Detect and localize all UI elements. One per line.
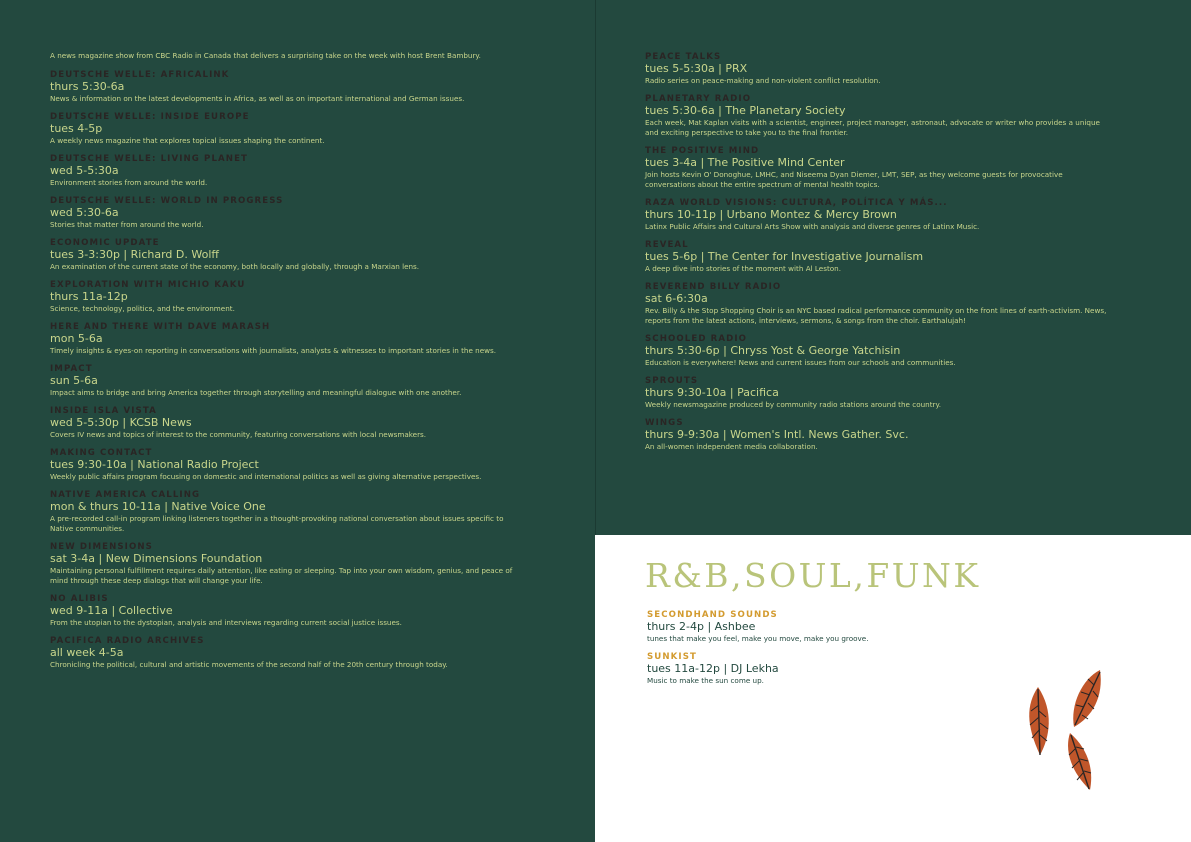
program-time: sat 6-6:30a [645, 292, 708, 305]
program-description: An examination of the current state of the economy, both locally and globally, through a Marxian lens. [50, 262, 420, 271]
program-description: Join hosts Kevin O' Donoghue, LMHC, and Niseema Dyan Diemer, LMT, SEP, as they welcome guests for provocative conversations about the entire spectrum of mental health topics. [645, 170, 1063, 189]
program-description: From the utopian to the dystopian, analysis and interviews regarding current social justice issues. [50, 618, 402, 627]
program-entry [645, 198, 1115, 232]
program-time: tues 5-6p | The Center for Investigative Journalism [645, 250, 924, 263]
program-title: DEUTSCHE WELLE: AFRICALINK [50, 70, 230, 80]
program-description: Education is everywhere! News and current issues from our schools and communities. [645, 358, 956, 367]
program-entry [647, 652, 1067, 686]
left-program-list [50, 70, 520, 670]
falling-leaves-icon [1018, 665, 1118, 795]
program-entry [645, 334, 1115, 368]
program-time: thurs 2-4p | Ashbee [647, 620, 756, 633]
program-description: Stories that matter from around the world. [50, 220, 204, 229]
program-description: Each week, Mat Kaplan visits with a scientist, engineer, project manager, astronaut, advocate or writer who provides a unique and exciting perspective to take you to the final frontier. [645, 118, 1100, 137]
program-title: SCHOOLED RADIO [645, 334, 748, 344]
program-description: Weekly newsmagazine produced by community radio stations around the country. [645, 400, 941, 409]
program-description: A weekly news magazine that explores topical issues shaping the continent. [50, 136, 325, 145]
program-description: Impact aims to bridge and bring America together through storytelling and meaningful dialogue with one another. [50, 388, 462, 397]
program-title: PEACE TALKS [645, 52, 722, 62]
program-entry [50, 490, 520, 534]
program-description: A pre-recorded call-in program linking listeners together in a thought-provoking national conversation about issues specific to Native communities. [50, 514, 504, 533]
program-entry [645, 376, 1115, 410]
program-entry [50, 542, 520, 586]
program-time: all week 4-5a [50, 646, 124, 659]
program-time: sat 3-4a | New Dimensions Foundation [50, 552, 263, 565]
program-title: THE POSITIVE MIND [645, 146, 760, 156]
program-entry [645, 282, 1115, 326]
program-description: An all-women independent media collaboration. [645, 442, 818, 451]
program-description: Weekly public affairs program focusing on domestic and international politics as well as giving alternative perspectives. [50, 472, 482, 481]
program-description: Environment stories from around the world. [50, 178, 208, 187]
program-title: EXPLORATION WITH MICHIO KAKU [50, 280, 246, 290]
program-entry [647, 610, 1067, 644]
program-title: PLANETARY RADIO [645, 94, 752, 104]
intro-text: A news magazine show from CBC Radio in Canada that delivers a surprising take on the week with host Brent Bambury. [50, 51, 481, 60]
program-description: Timely insights & eyes-on reporting in conversations with journalists, analysts & witnesses to important stories in the news. [50, 346, 497, 355]
genre-heading: R&B,SOUL,FUNK [645, 556, 981, 595]
program-entry [50, 112, 520, 146]
program-description: tunes that make you feel, make you move, make you groove. [647, 634, 869, 643]
page-fold [595, 0, 596, 535]
program-entry [50, 448, 520, 482]
program-time: mon 5-6a [50, 332, 103, 345]
program-time: tues 5-5:30a | PRX [645, 62, 748, 75]
program-title: DEUTSCHE WELLE: INSIDE EUROPE [50, 112, 250, 122]
program-title: SPROUTS [645, 376, 699, 386]
program-time: tues 3-4a | The Positive Mind Center [645, 156, 845, 169]
leaf-icon [1068, 733, 1091, 790]
program-time: tues 4-5p [50, 122, 103, 135]
program-time: wed 5-5:30a [50, 164, 119, 177]
program-description: Covers IV news and topics of interest to the community, featuring conversations with local newsmakers. [50, 430, 427, 439]
program-title: PACIFICA RADIO ARCHIVES [50, 636, 205, 646]
right-column [645, 52, 1115, 460]
program-time: thurs 10-11p | Urbano Montez & Mercy Brown [645, 208, 897, 221]
program-time: thurs 11a-12p [50, 290, 128, 303]
program-title: ECONOMIC UPDATE [50, 238, 160, 248]
program-title: INSIDE ISLA VISTA [50, 406, 157, 416]
program-title: WINGS [645, 418, 684, 428]
program-time: tues 5:30-6a | The Planetary Society [645, 104, 846, 117]
program-title: IMPACT [50, 364, 93, 374]
leaf-icon [1029, 687, 1049, 755]
program-title: SECONDHAND SOUNDS [647, 610, 778, 620]
program-description: Music to make the sun come up. [647, 676, 764, 685]
left-column [50, 51, 520, 678]
program-entry [50, 154, 520, 188]
program-entry [645, 418, 1115, 452]
program-entry [645, 94, 1115, 138]
program-description: Radio series on peace-making and non-violent conflict resolution. [645, 76, 881, 85]
program-time: mon & thurs 10-11a | Native Voice One [50, 500, 266, 513]
leaf-icon [1073, 670, 1101, 727]
program-title: REVEREND BILLY RADIO [645, 282, 782, 292]
program-description: Maintaining personal fulfillment requires daily attention, like eating or sleeping. Tap into your own wisdom, genius, and peace of mind through these deep dialogs that will change your life. [50, 566, 513, 585]
program-title: NATIVE AMERICA CALLING [50, 490, 201, 500]
program-title: NO ALIBIS [50, 594, 109, 604]
program-entry [50, 280, 520, 314]
program-entry [50, 594, 520, 628]
program-time: tues 11a-12p | DJ Lekha [647, 662, 779, 675]
program-title: MAKING CONTACT [50, 448, 153, 458]
program-entry [645, 240, 1115, 274]
program-title: DEUTSCHE WELLE: WORLD IN PROGRESS [50, 196, 284, 206]
program-title: REVEAL [645, 240, 689, 250]
program-description: Science, technology, politics, and the environment. [50, 304, 235, 313]
program-time: thurs 5:30-6a [50, 80, 125, 93]
program-time: wed 5:30-6a [50, 206, 119, 219]
program-title: HERE AND THERE WITH DAVE MARASH [50, 322, 271, 332]
program-entry [645, 52, 1115, 86]
program-description: A deep dive into stories of the moment with Al Leston. [645, 264, 841, 273]
program-time: thurs 9:30-10a | Pacifica [645, 386, 779, 399]
program-title: DEUTSCHE WELLE: LIVING PLANET [50, 154, 249, 164]
program-entry [50, 364, 520, 398]
program-title: SUNKIST [647, 652, 697, 662]
program-entry [50, 196, 520, 230]
program-description: Latinx Public Affairs and Cultural Arts Show with analysis and diverse genres of Latinx Music. [645, 222, 980, 231]
program-entry [50, 406, 520, 440]
program-time: tues 3-3:30p | Richard D. Wolff [50, 248, 219, 261]
program-title: NEW DIMENSIONS [50, 542, 153, 552]
program-time: thurs 9-9:30a | Women's Intl. News Gather. Svc. [645, 428, 909, 441]
program-time: wed 5-5:30p | KCSB News [50, 416, 192, 429]
program-entry [50, 636, 520, 670]
program-description: News & information on the latest developments in Africa, as well as on important international and German issues. [50, 94, 465, 103]
program-time: tues 9:30-10a | National Radio Project [50, 458, 259, 471]
program-description: Chronicling the political, cultural and artistic movements of the second half of the 20th century through today. [50, 660, 448, 669]
genre-column [647, 610, 1067, 694]
program-time: thurs 5:30-6p | Chryss Yost & George Yatchisin [645, 344, 901, 357]
program-time: sun 5-6a [50, 374, 98, 387]
program-entry [50, 238, 520, 272]
program-entry [50, 70, 520, 104]
program-time: wed 9-11a | Collective [50, 604, 173, 617]
program-title: RAZA WORLD VISIONS: CULTURA, POLÍTICA Y MÁS... [645, 198, 948, 208]
program-entry [50, 322, 520, 356]
right-program-list [645, 52, 1115, 452]
genre-program-list [647, 610, 1067, 686]
program-description: Rev. Billy & the Stop Shopping Choir is an NYC based radical performance community on the front lines of earth-activism. News, reports from the latest actions, interviews, sermons, & songs from the choir. Earthalujah! [645, 306, 1107, 325]
program-entry [645, 146, 1115, 190]
